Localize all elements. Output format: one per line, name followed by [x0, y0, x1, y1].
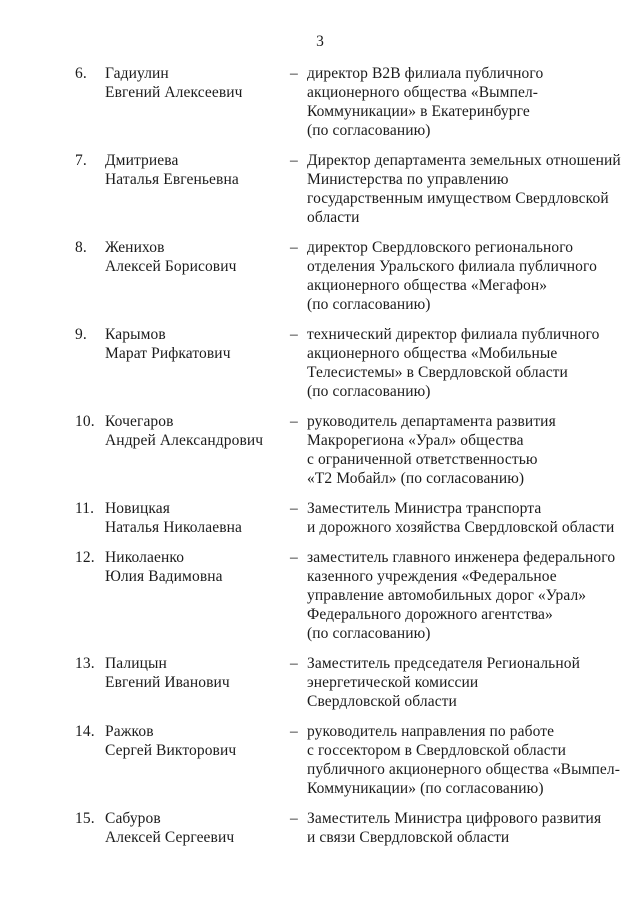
entry-number: 15. — [75, 810, 95, 827]
entry-name — [105, 325, 290, 401]
list-item — [75, 238, 630, 314]
position-line: публичного акционерного общества «Вымпел- — [307, 761, 620, 778]
entry-name — [105, 64, 290, 140]
entry-number: 12. — [75, 549, 95, 566]
position-line: (по согласованию) — [307, 296, 431, 313]
entry-number: 8. — [75, 239, 87, 256]
list-item — [75, 325, 630, 401]
name-line: Евгений Иванович — [105, 674, 230, 691]
entry-position — [307, 499, 630, 537]
entry-dash: – — [290, 810, 298, 827]
position-line: (по согласованию) — [307, 383, 431, 400]
position-line: отделения Уральского филиала публичного — [307, 258, 597, 275]
name-line: Карымов — [105, 326, 166, 343]
position-line: Министерства по управлению — [307, 171, 509, 188]
list-item — [75, 548, 630, 643]
entry-name — [105, 499, 290, 537]
entry-name — [105, 722, 290, 798]
name-line: Евгений Алексеевич — [105, 84, 243, 101]
list-item — [75, 412, 630, 488]
position-line: с ограниченной ответственностью — [307, 451, 538, 468]
entry-position — [307, 238, 630, 314]
entry-dash: – — [290, 500, 298, 517]
position-line: акционерного общества «Вымпел- — [307, 84, 539, 101]
entry-dash: – — [290, 65, 298, 82]
position-line: Заместитель Министра цифрового развития — [307, 810, 602, 827]
position-line: области — [307, 209, 360, 226]
entry-number: 14. — [75, 723, 95, 740]
entry-number: 11. — [75, 500, 95, 517]
entry-position — [307, 64, 630, 140]
position-line: Федерального дорожного агентства» — [307, 606, 553, 623]
position-line: Коммуникации» (по согласованию) — [307, 780, 544, 797]
position-line: с госсектором в Свердловской области — [307, 742, 566, 759]
position-line: акционерного общества «Мегафон» — [307, 277, 548, 294]
entry-number: 6. — [75, 65, 87, 82]
entry-name — [105, 809, 290, 847]
name-line: Алексей Сергеевич — [105, 829, 235, 846]
position-line: технический директор филиала публичного — [307, 326, 600, 343]
list-item — [75, 809, 630, 847]
list-item — [75, 722, 630, 798]
entry-number: 7. — [75, 152, 87, 169]
entry-position — [307, 722, 630, 798]
name-line: Новицкая — [105, 500, 170, 517]
name-line: Наталья Евгеньевна — [105, 171, 239, 188]
position-line: (по согласованию) — [307, 625, 431, 642]
name-line: Дмитриева — [105, 152, 179, 169]
position-line: Свердловской области — [307, 693, 457, 710]
list-item — [75, 654, 630, 711]
name-line: Палицын — [105, 655, 167, 672]
position-line: Заместитель председателя Региональной — [307, 655, 580, 672]
name-line: Ражков — [105, 723, 154, 740]
position-line: и дорожного хозяйства Свердловской области — [307, 519, 615, 536]
entry-number: 10. — [75, 413, 95, 430]
page-number: 3 — [316, 33, 324, 50]
entry-name — [105, 654, 290, 711]
position-line: государственным имуществом Свердловской — [307, 190, 609, 207]
name-line: Сергей Викторович — [105, 742, 237, 759]
position-line: руководитель направления по работе — [307, 723, 555, 740]
entry-dash: – — [290, 413, 298, 430]
entry-dash: – — [290, 655, 298, 672]
entry-position — [307, 548, 630, 643]
entry-dash: – — [290, 239, 298, 256]
position-line: Директор департамента земельных отношений — [307, 152, 621, 169]
position-line: директор Свердловского регионального — [307, 239, 574, 256]
name-line: Юлия Вадимовна — [105, 568, 223, 585]
name-line: Алексей Борисович — [105, 258, 237, 275]
position-line: акционерного общества «Мобильные — [307, 345, 558, 362]
position-line: «Т2 Мобайл» (по согласованию) — [307, 470, 525, 487]
position-line: казенного учреждения «Федеральное — [307, 568, 557, 585]
position-line: Макрорегиона «Урал» общества — [307, 432, 524, 449]
entry-dash: – — [290, 723, 298, 740]
entry-number: 9. — [75, 326, 87, 343]
entry-name — [105, 238, 290, 314]
position-line: Заместитель Министра транспорта — [307, 500, 542, 517]
name-line: Сабуров — [105, 810, 161, 827]
entry-name — [105, 548, 290, 643]
name-line: Марат Рифкатович — [105, 345, 231, 362]
entry-name — [105, 151, 290, 227]
entry-dash: – — [290, 549, 298, 566]
name-line: Женихов — [105, 239, 165, 256]
position-line: Коммуникации» в Екатеринбурге — [307, 103, 530, 120]
entry-position — [307, 654, 630, 711]
name-line: Николаенко — [105, 549, 185, 566]
position-line: руководитель департамента развития — [307, 413, 556, 430]
name-line: Гадиулин — [105, 65, 169, 82]
entry-position — [307, 151, 630, 227]
name-line: Андрей Александрович — [105, 432, 264, 449]
entry-position — [307, 809, 630, 847]
attendee-list — [0, 64, 640, 847]
entry-dash: – — [290, 152, 298, 169]
position-line: директор В2В филиала публичного — [307, 65, 544, 82]
position-line: заместитель главного инженера федерального — [307, 549, 616, 566]
list-item — [75, 64, 630, 140]
position-line: Телесистемы» в Свердловской области — [307, 364, 568, 381]
position-line: управление автомобильных дорог «Урал» — [307, 587, 587, 604]
entry-position — [307, 412, 630, 488]
position-line: энергетической комиссии — [307, 674, 479, 691]
name-line: Наталья Николаевна — [105, 519, 243, 536]
entry-name — [105, 412, 290, 488]
position-line: и связи Свердловской области — [307, 829, 510, 846]
entry-position — [307, 325, 630, 401]
list-item — [75, 499, 630, 537]
position-line: (по согласованию) — [307, 122, 431, 139]
name-line: Кочегаров — [105, 413, 174, 430]
list-item — [75, 151, 630, 227]
entry-dash: – — [290, 326, 298, 343]
entry-number: 13. — [75, 655, 95, 672]
